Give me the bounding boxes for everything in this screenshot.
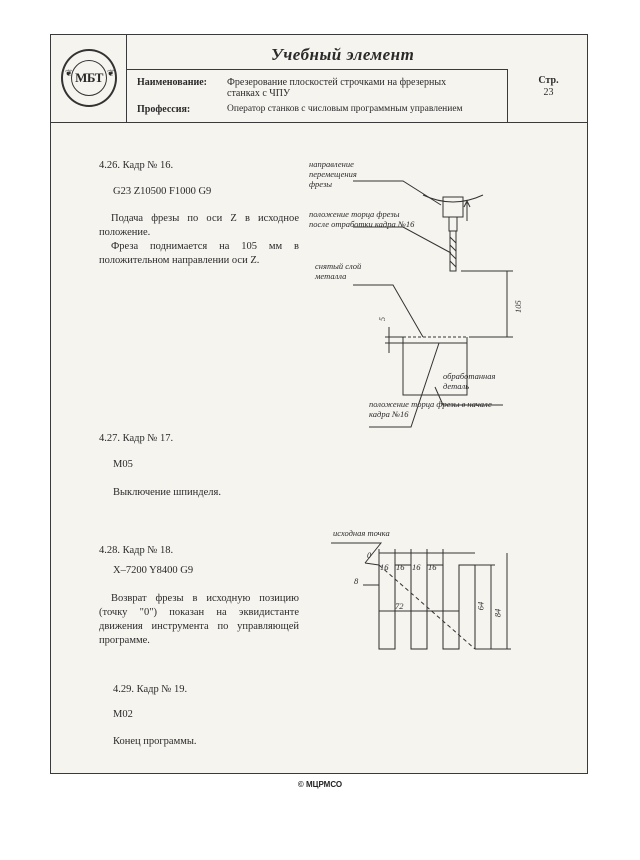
section-4-29-code: M02 <box>113 709 133 720</box>
leader-top-position <box>353 227 451 253</box>
label-start-position: положение торца фрезы в начале кадра №16 <box>369 399 492 419</box>
copyright-footer: © МЦРМСО <box>297 780 343 789</box>
dim-16-c: 16 <box>412 562 421 572</box>
section-4-26-heading: 4.26. Кадр № 16. <box>99 160 174 171</box>
dim-5-label: 5 <box>378 317 387 321</box>
section-4-28-para1: Возврат фрезы в исходную позицию (точку "0") показан на эквидистанте движения инструмента по управляющей программе. <box>99 593 299 646</box>
section-4-28-code: X–7200 Y8400 G9 <box>113 565 194 576</box>
label-top-position: положение торца фрезы после отработки кадра №16 <box>309 209 415 229</box>
dim-8-label: 8 <box>354 576 359 586</box>
dim-16-d: 16 <box>428 562 437 572</box>
page-label: Стр. <box>538 75 559 86</box>
cutter-flutes <box>450 237 456 267</box>
dim-84-label: 84 <box>492 608 503 618</box>
ref-line-zero <box>365 563 379 565</box>
section-4-28-heading: 4.28. Кадр № 18. <box>99 545 174 556</box>
label-zero-point: 0 <box>367 550 372 560</box>
section-4-26-code: G23 Z10500 F1000 G9 <box>113 186 212 197</box>
section-4-29-heading: 4.29. Кадр № 19. <box>113 684 188 695</box>
dim-16-a: 16 <box>380 562 389 572</box>
section-4-27-para1: Выключение шпинделя. <box>113 487 221 498</box>
title-divider <box>127 69 507 70</box>
section-4-29-para1: Конец программы. <box>113 736 197 747</box>
spindle-top-curve <box>423 195 483 202</box>
name-value-line1: Фрезерование плоскостей строчками на фрезерных <box>227 77 447 88</box>
logo-text: МБТ <box>75 70 103 85</box>
leader-layer <box>353 285 423 337</box>
section-4-26-para1: Подача фрезы по оси Z в исходное положение. <box>99 213 299 238</box>
document-sheet <box>50 34 588 774</box>
profession-label: Профессия: <box>137 104 191 115</box>
dim-105-label: 105 <box>513 300 523 313</box>
spindle-body <box>443 197 463 217</box>
page-number: 23 <box>543 87 554 98</box>
header-block <box>51 35 587 123</box>
section-4-26-para2: Фреза поднимается на 105 мм в положительном направлении оси Z. <box>99 241 299 266</box>
page-cell <box>507 69 589 123</box>
leader-start-point <box>331 543 381 563</box>
spindle-neck <box>449 217 457 231</box>
logo-cell <box>51 35 127 123</box>
section-4-27-code: M05 <box>113 459 133 470</box>
dim-72-label: 72 <box>395 601 404 611</box>
document-title: Учебный элемент <box>271 45 415 64</box>
label-start-point: исходная точка <box>333 528 390 538</box>
dim-64-label: 64 <box>475 601 486 611</box>
cutter-tool <box>450 231 456 271</box>
laurel-left-icon: ❦ <box>65 68 73 78</box>
laurel-right-icon: ❦ <box>107 68 115 78</box>
label-cutter-direction: направление перемещения фрезы <box>309 159 357 189</box>
label-machined-part: обработанная деталь <box>443 371 496 391</box>
toolpath-diagram <box>321 535 521 665</box>
section-4-27-heading: 4.27. Кадр № 17. <box>99 433 174 444</box>
name-value-line2: станках с ЧПУ <box>227 88 291 99</box>
dim-16-b: 16 <box>396 562 405 572</box>
name-label: Наименование: <box>137 77 207 88</box>
label-removed-layer: снятый слой металла <box>315 261 362 281</box>
profession-value: Оператор станков с числовым программным управлением <box>227 104 463 114</box>
mbt-logo-emblem <box>61 49 117 107</box>
